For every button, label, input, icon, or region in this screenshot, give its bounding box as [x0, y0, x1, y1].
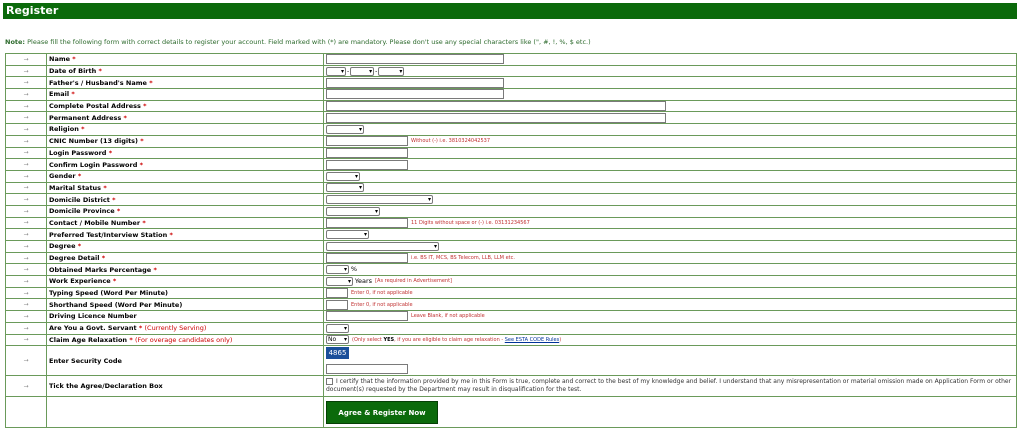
- email-input[interactable]: [326, 89, 504, 99]
- row-marks: [6, 264, 1017, 276]
- security-label: Enter Security Code: [47, 346, 324, 376]
- row-gender: [6, 170, 1017, 182]
- arrow-icon: →: [6, 217, 47, 229]
- marital-select[interactable]: [326, 183, 364, 192]
- father-label: Father's / Husband's Name *: [47, 77, 324, 89]
- page-header: [3, 3, 1017, 19]
- dob-year-select[interactable]: [378, 67, 404, 76]
- row-cnic: [6, 135, 1017, 147]
- note-label: Note:: [5, 38, 26, 46]
- arrow-icon: →: [6, 124, 47, 136]
- experience-hint: [As required in Advertisement]: [375, 278, 452, 285]
- degree-select[interactable]: [326, 242, 439, 251]
- station-label: Preferred Test/Interview Station *: [47, 229, 324, 241]
- arrow-icon: →: [6, 252, 47, 264]
- marks-label: Obtained Marks Percentage *: [47, 264, 324, 276]
- arrow-icon: →: [6, 229, 47, 241]
- security-code-input[interactable]: [326, 364, 408, 374]
- arrow-icon: →: [6, 287, 47, 299]
- age-relax-hint: (Only select YES, if you are eligible to claim age relaxation - See ESTA CODE Rules): [352, 336, 562, 343]
- declaration-label: Tick the Agree/Declaration Box: [47, 376, 324, 397]
- row-licence: [6, 311, 1017, 323]
- row-station: [6, 229, 1017, 241]
- permanent-address-input[interactable]: [326, 113, 666, 123]
- dob-month-select[interactable]: [350, 67, 374, 76]
- note-text: Please fill the following form with correct details to register your account. Field marked with (*) are mandatory. Please don't use any special characters like (", #, !, %, $ etc.): [27, 38, 591, 46]
- cnic-label: CNIC Number (13 digits) *: [47, 135, 324, 147]
- licence-input[interactable]: [326, 311, 408, 321]
- row-marital: [6, 182, 1017, 194]
- row-govt: [6, 322, 1017, 334]
- agree-checkbox[interactable]: [326, 378, 333, 385]
- name-input[interactable]: [326, 54, 504, 64]
- degree-label: Degree *: [47, 241, 324, 253]
- contact-input[interactable]: [326, 218, 408, 228]
- experience-select[interactable]: [326, 277, 353, 286]
- licence-hint: Leave Blank, if not applicable: [411, 313, 485, 320]
- arrow-icon: →: [6, 65, 47, 77]
- esta-code-link[interactable]: See ESTA CODE Rules: [504, 336, 560, 343]
- arrow-icon: →: [6, 159, 47, 171]
- row-degree: [6, 241, 1017, 253]
- arrow-icon: →: [6, 334, 47, 346]
- row-shorthand: [6, 299, 1017, 311]
- arrow-icon: →: [6, 299, 47, 311]
- arrow-icon: →: [6, 241, 47, 253]
- degree-detail-label: Degree Detail *: [47, 252, 324, 264]
- row-declaration: [6, 376, 1017, 397]
- arrow-icon: →: [6, 170, 47, 182]
- experience-label: Work Experience *: [47, 276, 324, 288]
- degree-detail-hint: i.e. BS IT, MCS, BS Telecom, LLB, LLM etc.: [411, 255, 515, 262]
- row-experience: [6, 276, 1017, 288]
- row-permanent: [6, 112, 1017, 124]
- postal-label: Complete Postal Address *: [47, 100, 324, 112]
- age-relaxation-select[interactable]: No ▾: [326, 335, 349, 344]
- arrow-icon: →: [6, 147, 47, 159]
- arrow-icon: →: [6, 77, 47, 89]
- email-label: Email *: [47, 89, 324, 101]
- religion-select[interactable]: [326, 125, 364, 134]
- father-input[interactable]: [326, 78, 504, 88]
- shorthand-hint: Enter 0, if not applicable: [351, 301, 413, 308]
- row-email: [6, 89, 1017, 101]
- row-age-relaxation: [6, 334, 1017, 346]
- row-security: [6, 346, 1017, 376]
- confirm-password-label: Confirm Login Password *: [47, 159, 324, 171]
- degree-detail-input[interactable]: [326, 253, 408, 263]
- postal-address-input[interactable]: [326, 101, 666, 111]
- row-domicile-district: [6, 194, 1017, 206]
- arrow-icon: →: [6, 100, 47, 112]
- arrow-icon: →: [6, 276, 47, 288]
- cnic-hint: Without (-) i.e. 3810324042537: [411, 138, 491, 145]
- row-submit: [6, 397, 1017, 428]
- row-religion: [6, 124, 1017, 136]
- row-typing: [6, 287, 1017, 299]
- row-login-password: [6, 147, 1017, 159]
- years-unit: Years: [354, 276, 373, 285]
- domicile-district-select[interactable]: [326, 195, 433, 204]
- domicile-province-label: Domicile Province *: [47, 205, 324, 217]
- marks-select[interactable]: [326, 265, 349, 274]
- govt-label: Are You a Govt. Servant * (Currently Serving): [47, 322, 324, 334]
- age-relax-label: Claim Age Relaxation * (For overage candidates only): [47, 334, 324, 346]
- domicile-province-select[interactable]: [326, 207, 380, 216]
- licence-label: Driving Licence Number: [47, 311, 324, 323]
- permanent-label: Permanent Address *: [47, 112, 324, 124]
- row-domicile-province: [6, 205, 1017, 217]
- declaration-text: I certify that the information provided by me in this Form is true, complete and correct to the best of my knowledge and belief. I understand that any misrepresentation or material omission made on Application Form or other document(s) requested by the Department may result in disqualification for the test.: [326, 378, 1012, 394]
- arrow-icon: →: [6, 205, 47, 217]
- marital-label: Marital Status *: [47, 182, 324, 194]
- typing-speed-input[interactable]: [326, 288, 348, 298]
- row-postal: [6, 100, 1017, 112]
- row-contact: [6, 217, 1017, 229]
- row-father: [6, 77, 1017, 89]
- arrow-icon: →: [6, 322, 47, 334]
- percent-unit: %: [350, 265, 358, 274]
- station-select[interactable]: [326, 230, 369, 239]
- gender-label: Gender *: [47, 170, 324, 182]
- arrow-icon: →: [6, 376, 47, 397]
- arrow-icon: →: [6, 112, 47, 124]
- arrow-icon: →: [6, 194, 47, 206]
- arrow-icon: →: [6, 135, 47, 147]
- contact-label: Contact / Mobile Number *: [47, 217, 324, 229]
- typing-label: Typing Speed (Word Per Minute): [47, 287, 324, 299]
- row-dob: → Date of Birth * ▾ -▾ -▾: [6, 65, 1017, 77]
- dob-day-select[interactable]: [326, 67, 346, 76]
- row-confirm-password: [6, 159, 1017, 171]
- arrow-icon: →: [6, 311, 47, 323]
- registration-form: [5, 53, 1017, 428]
- login-password-input[interactable]: [326, 148, 408, 158]
- arrow-icon: →: [6, 264, 47, 276]
- confirm-password-input[interactable]: [326, 160, 408, 170]
- arrow-icon: →: [6, 89, 47, 101]
- arrow-icon: →: [6, 54, 47, 66]
- arrow-icon: →: [6, 182, 47, 194]
- gender-select[interactable]: [326, 172, 360, 181]
- shorthand-label: Shorthand Speed (Word Per Minute): [47, 299, 324, 311]
- form-note: [5, 38, 591, 46]
- domicile-district-label: Domicile District *: [47, 194, 324, 206]
- row-degree-detail: [6, 252, 1017, 264]
- cnic-input[interactable]: [326, 136, 408, 146]
- typing-hint: Enter 0, if not applicable: [351, 290, 413, 297]
- page-title: Register: [6, 4, 59, 17]
- row-name: [6, 54, 1017, 66]
- contact-hint: 11 Digits without space or (-) i.e. 03131234567: [411, 219, 530, 226]
- name-label: Name *: [47, 54, 324, 66]
- dob-label: Date of Birth *: [47, 65, 324, 77]
- login-password-label: Login Password *: [47, 147, 324, 159]
- arrow-icon: →: [6, 346, 47, 376]
- shorthand-speed-input[interactable]: [326, 300, 348, 310]
- govt-servant-select[interactable]: [326, 324, 349, 333]
- religion-label: Religion *: [47, 124, 324, 136]
- captcha-image: 4865: [326, 347, 349, 359]
- register-button[interactable]: Agree & Register Now: [326, 401, 438, 424]
